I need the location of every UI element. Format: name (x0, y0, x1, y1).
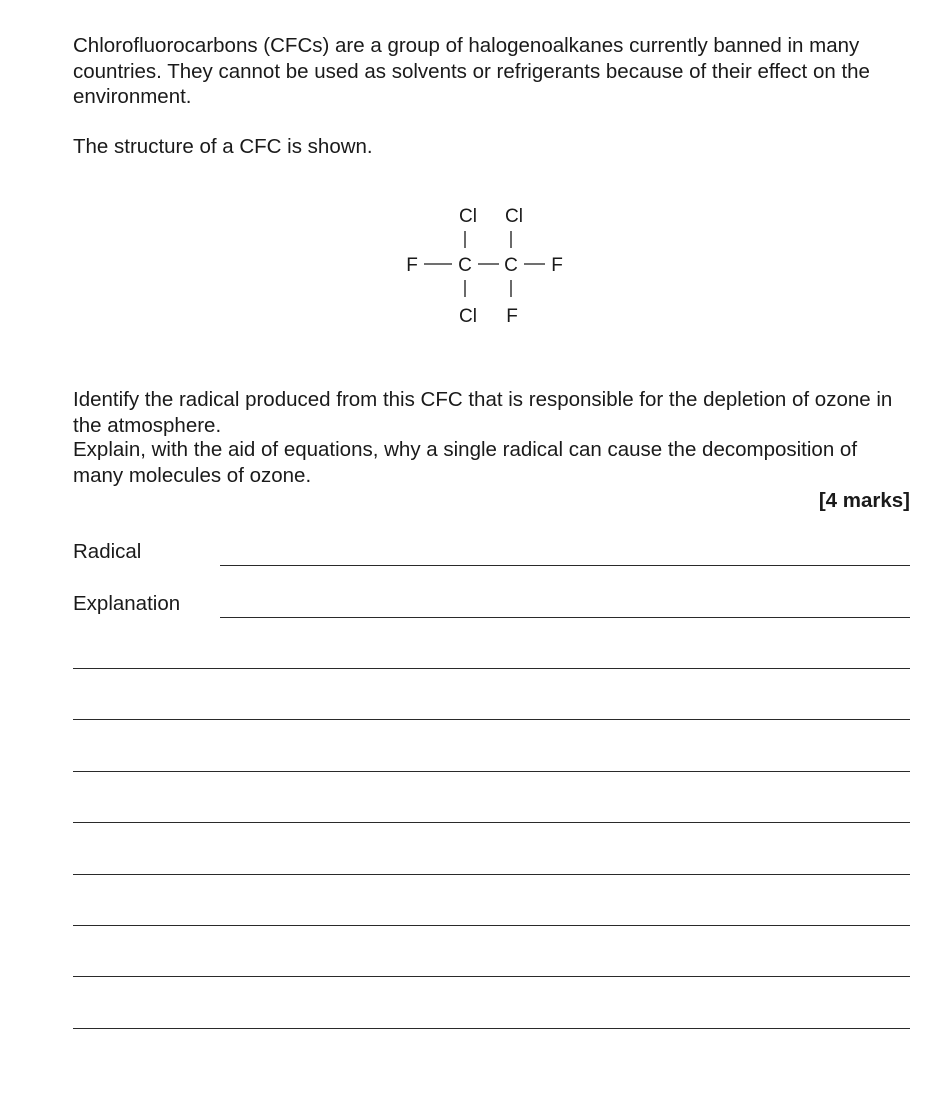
answer-line[interactable] (73, 719, 910, 720)
marks-allocation: [4 marks] (818, 489, 910, 512)
intro-paragraph: Chlorofluorocarbons (CFCs) are a group of halogenoalkanes currently banned in many countries. They cannot be used as solvents or refrigerants because of their effect on the environment. (73, 34, 870, 108)
atom-top-left: Cl (459, 206, 477, 227)
answer-line[interactable] (73, 874, 910, 875)
radical-answer-line[interactable] (220, 565, 910, 566)
answer-line[interactable] (73, 822, 910, 823)
answer-line[interactable] (73, 1028, 910, 1029)
atom-bottom-left: Cl (459, 306, 477, 327)
atom-carbon-2: C (504, 255, 518, 276)
task-identify: Identify the radical produced from this CFC that is responsible for the depletion of ozone in the atmosphere. (73, 388, 893, 437)
answer-line[interactable] (73, 771, 910, 772)
atom-bottom-right: F (506, 306, 518, 327)
answer-line[interactable] (73, 925, 910, 926)
radical-label: Radical (73, 540, 142, 563)
structure-intro: The structure of a CFC is shown. (73, 135, 373, 158)
atom-top-right: Cl (505, 206, 523, 227)
answer-line[interactable] (73, 668, 910, 669)
atom-right-f: F (551, 255, 563, 276)
atom-carbon-1: C (458, 255, 472, 276)
task-explain: Explain, with the aid of equations, why a single radical can cause the decomposition of many molecules of ozone. (73, 438, 858, 487)
cfc-structure-diagram (400, 196, 580, 336)
explanation-answer-line[interactable] (220, 617, 910, 618)
atom-left-f: F (406, 255, 418, 276)
explanation-label: Explanation (73, 592, 181, 615)
answer-line[interactable] (73, 976, 910, 977)
